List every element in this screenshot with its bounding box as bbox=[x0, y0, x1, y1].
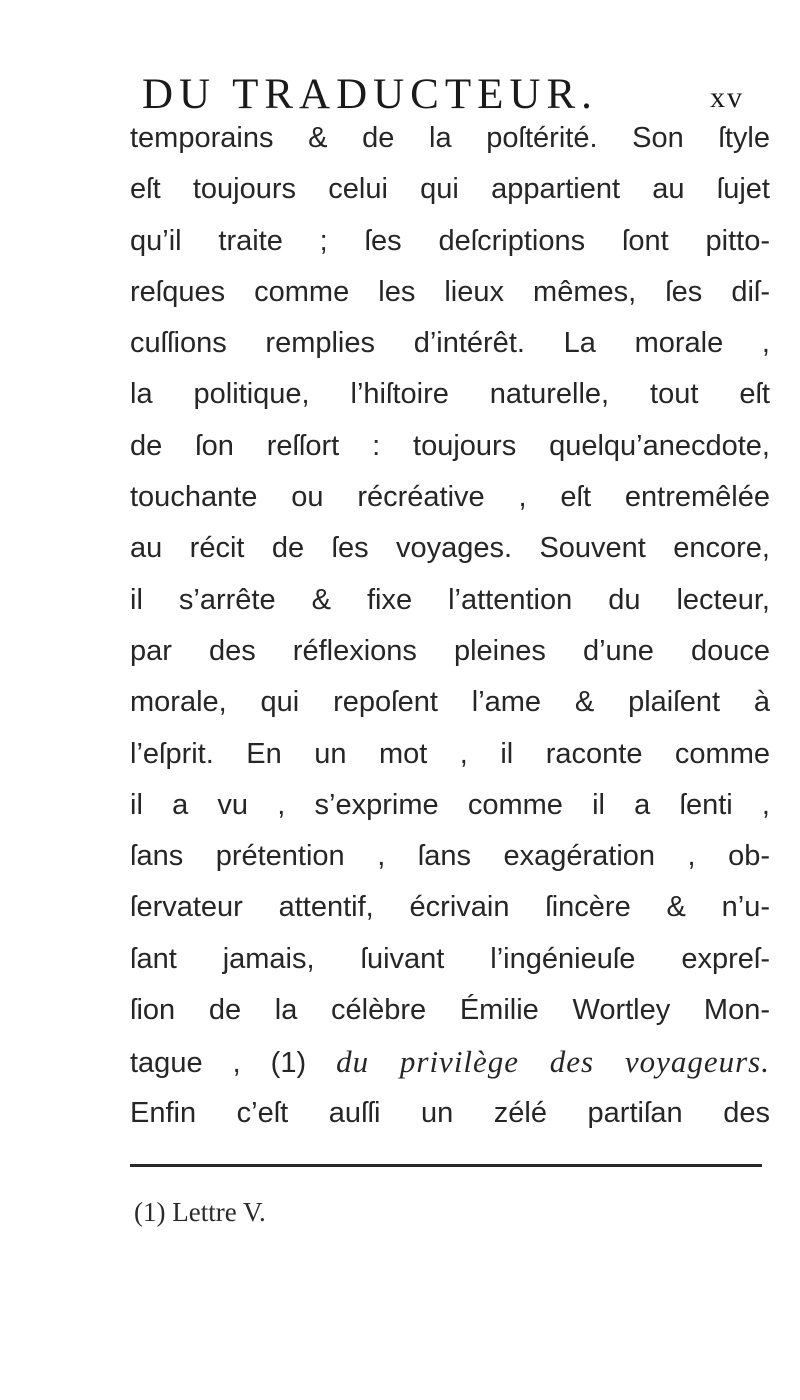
text-line: touchante ou récréative , eſt entremêlée bbox=[130, 481, 770, 514]
text-line: ſans prétention , ſans exagération , ob- bbox=[130, 840, 770, 873]
text-line: cuſſions remplies d’intérêt. La morale , bbox=[130, 327, 770, 360]
text-line: il s’arrête & fixe l’attention du lecteur, bbox=[130, 583, 770, 616]
running-title: DU TRADUCTEUR. bbox=[142, 71, 598, 118]
text-line: temporains & de la poſtérité. Son ſtyle bbox=[130, 122, 770, 154]
text-line: ſion de la célèbre Émilie Wortley Mon- bbox=[130, 994, 770, 1027]
page-number: xv bbox=[710, 81, 744, 114]
footnote: (1) Lettre V. bbox=[134, 1197, 266, 1227]
text-line: l’eſprit. En un mot , il raconte comme bbox=[130, 737, 770, 770]
text-line: il a vu , s’exprime comme il a ſenti , bbox=[130, 788, 770, 821]
text-line: reſques comme les lieux mêmes, ſes diſ- bbox=[130, 275, 770, 308]
text-line-with-italic bbox=[130, 1036, 770, 1087]
text-line: au récit de ſes voyages. Souvent encore, bbox=[130, 532, 770, 565]
text-line: morale, qui repoſent l’ame & plaiſent à bbox=[130, 686, 770, 719]
text-line: Enfin c’eſt auſſi un zélé partiſan des bbox=[130, 1096, 770, 1129]
text-line-plain: tague , (1) bbox=[130, 1047, 337, 1080]
text-line: ſant jamais, ſuivant l’ingénieuſe expreſ- bbox=[130, 942, 770, 975]
text-line: eſt toujours celui qui appartient au ſujet bbox=[130, 173, 770, 206]
text-line: par des réflexions pleines d’une douce bbox=[130, 634, 770, 667]
text-line: de ſon reſſort : toujours quelqu’anecdote, bbox=[130, 429, 770, 462]
italic-title: du privilège des voyageurs. bbox=[336, 1044, 770, 1080]
text-line: qu’il traite ; ſes deſcriptions ſont pitto- bbox=[130, 224, 770, 257]
footnote-rule bbox=[130, 1164, 762, 1167]
text-line: ſervateur attentif, écrivain ſincère & n’u- bbox=[130, 891, 770, 924]
text-line: la politique, l’hiſtoire naturelle, tout eſt bbox=[130, 378, 770, 411]
body-text bbox=[130, 113, 770, 1139]
